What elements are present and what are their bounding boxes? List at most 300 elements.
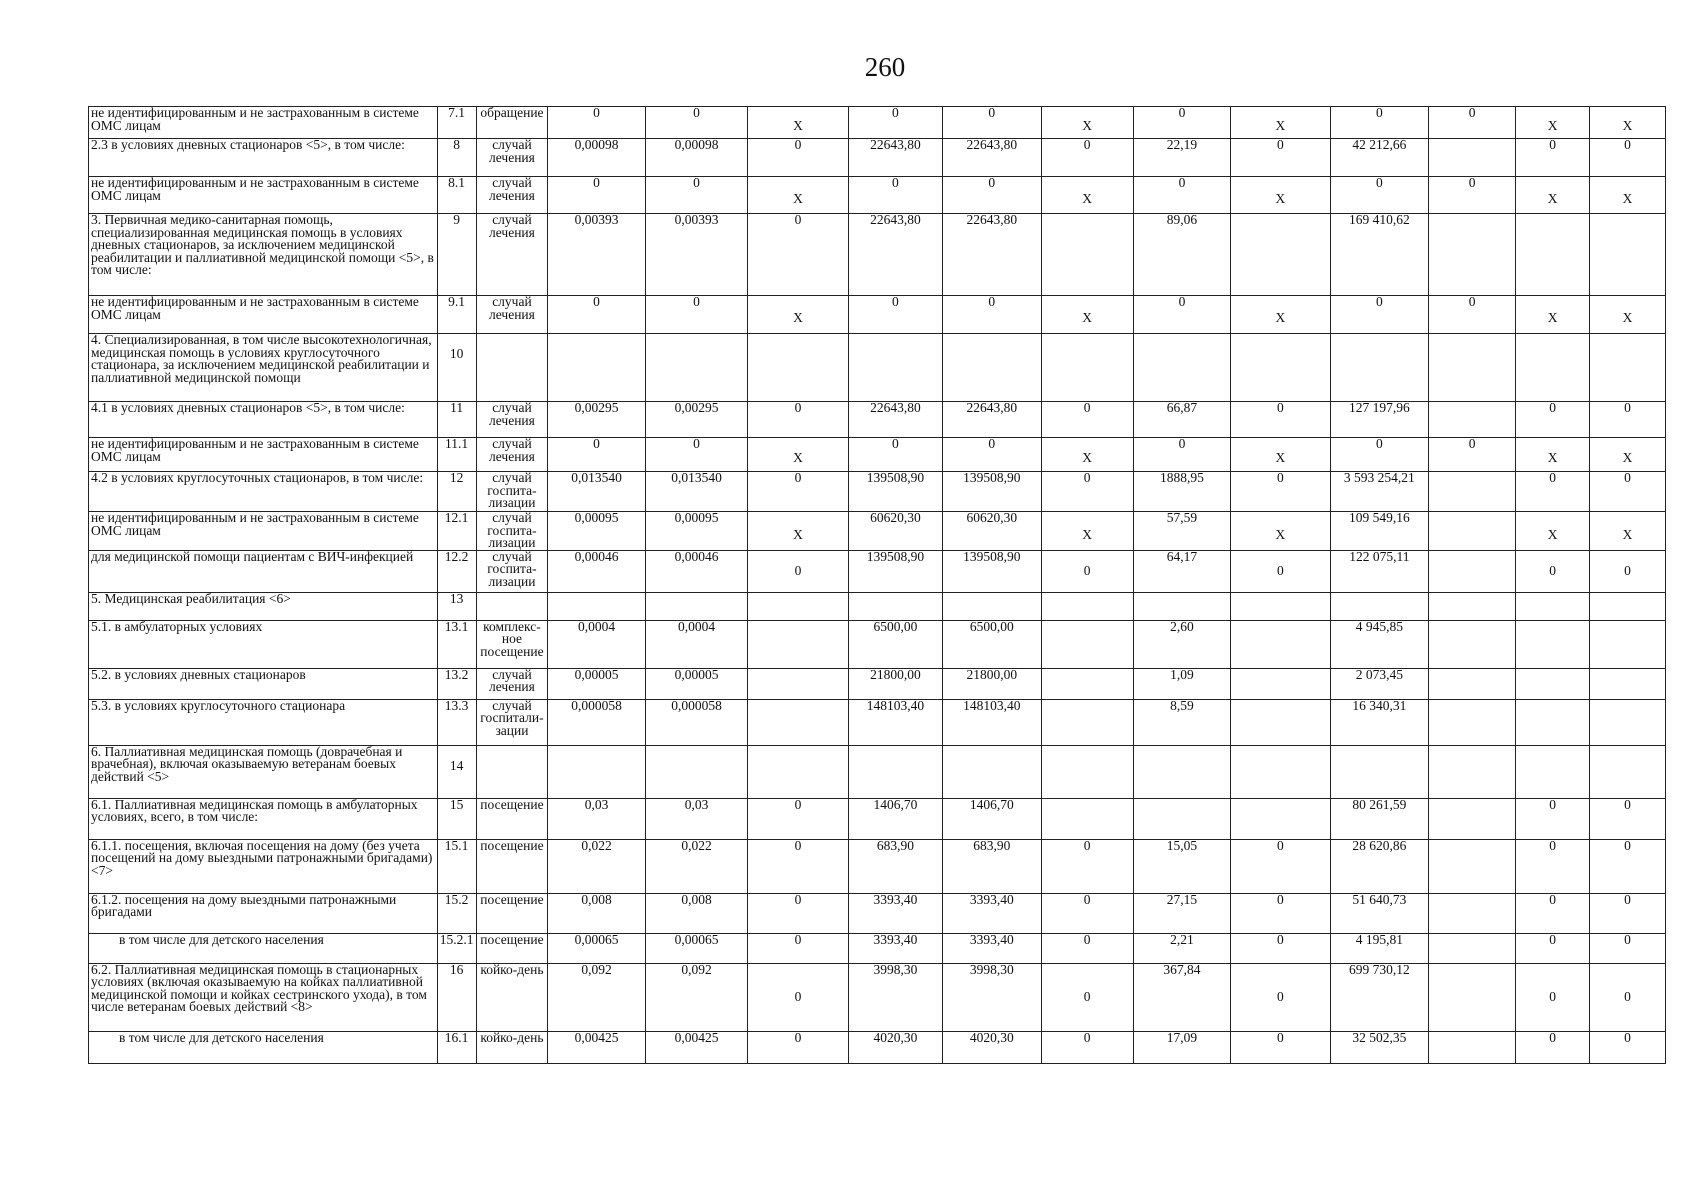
value-cell: 27,15 [1133, 893, 1230, 933]
value-cell: 0 [1516, 139, 1590, 177]
value-cell: X [1231, 177, 1330, 214]
value-cell: 0 [548, 107, 645, 139]
row-unit: случай лечения [476, 402, 548, 438]
table-row [89, 402, 1666, 438]
value-cell: X [1231, 512, 1330, 551]
value-cell [848, 592, 942, 620]
row-unit: случай госпитали-зации [476, 699, 548, 745]
row-unit: обращение [476, 107, 548, 139]
value-cell [1590, 699, 1666, 745]
value-cell: 0 [748, 893, 848, 933]
row-label: в том числе для детского населения [89, 933, 438, 963]
value-cell [748, 745, 848, 798]
value-cell [1429, 893, 1516, 933]
table-row [89, 296, 1666, 334]
value-cell [1330, 745, 1428, 798]
value-cell: 0 [748, 214, 848, 296]
value-cell: 51 640,73 [1330, 893, 1428, 933]
table-row [89, 334, 1666, 402]
value-cell [1330, 334, 1428, 402]
value-cell [548, 592, 645, 620]
value-cell: 0,00095 [645, 512, 748, 551]
value-cell [1231, 334, 1330, 402]
row-unit: койко-день [476, 963, 548, 1031]
value-cell: 0 [1516, 798, 1590, 839]
value-cell: 17,09 [1133, 1031, 1230, 1063]
value-cell: 89,06 [1133, 214, 1230, 296]
value-cell: 0 [1590, 139, 1666, 177]
value-cell [1590, 592, 1666, 620]
value-cell: 148103,40 [943, 699, 1041, 745]
value-cell: 0 [1516, 893, 1590, 933]
value-cell: 0 [1330, 177, 1428, 214]
value-cell: X [748, 296, 848, 334]
value-cell [1590, 334, 1666, 402]
row-unit: случай госпита-лизации [476, 550, 548, 592]
value-cell: 139508,90 [943, 550, 1041, 592]
value-cell: 15,05 [1133, 839, 1230, 893]
value-cell: 0,0004 [645, 620, 748, 668]
value-cell: 0 [748, 963, 848, 1031]
value-cell: 0 [548, 177, 645, 214]
value-cell: 0,00046 [548, 550, 645, 592]
table-row [89, 592, 1666, 620]
value-cell [1429, 839, 1516, 893]
value-cell [1041, 334, 1133, 402]
value-cell: 4 195,81 [1330, 933, 1428, 963]
value-cell: 3393,40 [848, 933, 942, 963]
value-cell: 0 [645, 296, 748, 334]
value-cell: 2,60 [1133, 620, 1230, 668]
table-row [89, 745, 1666, 798]
value-cell: 0 [1590, 798, 1666, 839]
table-row [89, 214, 1666, 296]
table-row [89, 550, 1666, 592]
row-unit [476, 592, 548, 620]
value-cell [1429, 512, 1516, 551]
value-cell: 4020,30 [943, 1031, 1041, 1063]
value-cell [1041, 668, 1133, 699]
value-cell [645, 334, 748, 402]
value-cell: 4020,30 [848, 1031, 942, 1063]
value-cell: 0 [1231, 963, 1330, 1031]
value-cell: 0 [1133, 107, 1230, 139]
row-label: не идентифицированным и не застрахованным в системе ОМС лицам [89, 296, 438, 334]
value-cell [748, 668, 848, 699]
value-cell: 0 [1516, 550, 1590, 592]
value-cell: 32 502,35 [1330, 1031, 1428, 1063]
value-cell [1429, 963, 1516, 1031]
row-unit: комплекс-ное посещение [476, 620, 548, 668]
value-cell [1133, 798, 1230, 839]
value-cell [1429, 798, 1516, 839]
value-cell [1590, 745, 1666, 798]
row-label: 5.3. в условиях круглосуточного стационара [89, 699, 438, 745]
value-cell: 0 [1041, 402, 1133, 438]
row-unit: посещение [476, 933, 548, 963]
value-cell [1041, 699, 1133, 745]
row-unit: койко-день [476, 1031, 548, 1063]
row-label: не идентифицированным и не застрахованным в системе ОМС лицам [89, 107, 438, 139]
row-label: не идентифицированным и не застрахованным в системе ОМС лицам [89, 512, 438, 551]
value-cell: 0 [748, 550, 848, 592]
value-cell [1231, 699, 1330, 745]
value-cell [1429, 592, 1516, 620]
table-row [89, 512, 1666, 551]
value-cell: 8,59 [1133, 699, 1230, 745]
value-cell: 0 [943, 296, 1041, 334]
row-label: в том числе для детского населения [89, 1031, 438, 1063]
value-cell [943, 592, 1041, 620]
value-cell: 0 [943, 438, 1041, 472]
row-label: 6.1. Паллиативная медицинская помощь в амбулаторных условиях, всего, в том числе: [89, 798, 438, 839]
value-cell [1231, 592, 1330, 620]
value-cell: 0 [1231, 139, 1330, 177]
row-code: 11 [437, 402, 476, 438]
row-label: 6. Паллиативная медицинская помощь (доврачебная и врачебная), включая оказываемую ветеранам боевых действий <5> [89, 745, 438, 798]
value-cell: 66,87 [1133, 402, 1230, 438]
value-cell: 0,00425 [548, 1031, 645, 1063]
value-cell [1429, 214, 1516, 296]
value-cell: X [1231, 296, 1330, 334]
value-cell: 64,17 [1133, 550, 1230, 592]
value-cell: 0 [1041, 139, 1133, 177]
row-code: 16 [437, 963, 476, 1031]
value-cell: 0 [1133, 296, 1230, 334]
value-cell: 0 [1041, 839, 1133, 893]
value-cell: 0 [1590, 472, 1666, 512]
value-cell: 3393,40 [848, 893, 942, 933]
value-cell: 22643,80 [943, 214, 1041, 296]
value-cell: 122 075,11 [1330, 550, 1428, 592]
value-cell: X [1231, 438, 1330, 472]
value-cell: 0 [645, 177, 748, 214]
value-cell: 0 [748, 139, 848, 177]
value-cell: 0 [645, 107, 748, 139]
value-cell: 3 593 254,21 [1330, 472, 1428, 512]
value-cell: 169 410,62 [1330, 214, 1428, 296]
value-cell: 683,90 [943, 839, 1041, 893]
table-row [89, 438, 1666, 472]
value-cell [748, 334, 848, 402]
row-unit: случай лечения [476, 139, 548, 177]
value-cell: 683,90 [848, 839, 942, 893]
table-row [89, 177, 1666, 214]
value-cell [1429, 1031, 1516, 1063]
value-cell: 0 [1330, 296, 1428, 334]
value-cell [1133, 592, 1230, 620]
value-cell [1516, 699, 1590, 745]
value-cell [1041, 214, 1133, 296]
value-cell: 699 730,12 [1330, 963, 1428, 1031]
value-cell: 80 261,59 [1330, 798, 1428, 839]
value-cell: 42 212,66 [1330, 139, 1428, 177]
value-cell: X [1516, 107, 1590, 139]
row-label: 4.2 в условиях круглосуточных стационаров, в том числе: [89, 472, 438, 512]
value-cell: 0,000058 [645, 699, 748, 745]
row-code: 8 [437, 139, 476, 177]
table-row [89, 839, 1666, 893]
value-cell: 0 [1231, 472, 1330, 512]
value-cell: X [1516, 438, 1590, 472]
value-cell: 0,00005 [548, 668, 645, 699]
value-cell: 148103,40 [848, 699, 942, 745]
value-cell: 0,013540 [645, 472, 748, 512]
value-cell: 0 [1041, 472, 1133, 512]
value-cell: 0 [943, 177, 1041, 214]
value-cell: 0,00295 [548, 402, 645, 438]
row-code: 15 [437, 798, 476, 839]
value-cell [1516, 214, 1590, 296]
row-code: 15.1 [437, 839, 476, 893]
row-unit: случай лечения [476, 296, 548, 334]
value-cell: 367,84 [1133, 963, 1230, 1031]
value-cell: X [1590, 512, 1666, 551]
value-cell: X [748, 107, 848, 139]
table-row [89, 798, 1666, 839]
value-cell: 0,00393 [645, 214, 748, 296]
value-cell: 21800,00 [943, 668, 1041, 699]
row-label: 5.1. в амбулаторных условиях [89, 620, 438, 668]
value-cell [1429, 334, 1516, 402]
value-cell: 0 [1516, 933, 1590, 963]
value-cell: 0 [748, 933, 848, 963]
table-row [89, 668, 1666, 699]
value-cell: 22643,80 [848, 139, 942, 177]
row-label: 4.1 в условиях дневных стационаров <5>, в том числе: [89, 402, 438, 438]
value-cell: 0 [1041, 550, 1133, 592]
value-cell: 0,00005 [645, 668, 748, 699]
value-cell [1041, 592, 1133, 620]
value-cell: 0 [1516, 839, 1590, 893]
value-cell: X [1041, 177, 1133, 214]
table-row [89, 963, 1666, 1031]
value-cell: 0,00098 [548, 139, 645, 177]
table-body [89, 107, 1666, 1064]
row-unit: посещение [476, 839, 548, 893]
value-cell: 0 [848, 177, 942, 214]
row-unit: случай госпита-лизации [476, 472, 548, 512]
value-cell [748, 699, 848, 745]
row-label: не идентифицированным и не застрахованным в системе ОМС лицам [89, 438, 438, 472]
value-cell: 3998,30 [943, 963, 1041, 1031]
row-code: 13 [437, 592, 476, 620]
row-unit [476, 745, 548, 798]
row-code: 12.2 [437, 550, 476, 592]
value-cell: 0 [1041, 963, 1133, 1031]
value-cell: 0,000058 [548, 699, 645, 745]
value-cell: 0 [1429, 296, 1516, 334]
value-cell: X [1231, 107, 1330, 139]
value-cell [1041, 620, 1133, 668]
value-cell [1231, 668, 1330, 699]
value-cell: 0 [1041, 1031, 1133, 1063]
value-cell [1429, 933, 1516, 963]
value-cell [1429, 745, 1516, 798]
value-cell: 0 [1590, 963, 1666, 1031]
value-cell: 0,008 [548, 893, 645, 933]
value-cell: 22,19 [1133, 139, 1230, 177]
value-cell: 0 [1429, 107, 1516, 139]
table-row [89, 472, 1666, 512]
row-label: для медицинской помощи пациентам с ВИЧ-инфекцией [89, 550, 438, 592]
value-cell [1429, 472, 1516, 512]
value-cell: 0 [1133, 438, 1230, 472]
row-label: не идентифицированным и не застрахованным в системе ОМС лицам [89, 177, 438, 214]
row-label: 2.3 в условиях дневных стационаров <5>, в том числе: [89, 139, 438, 177]
value-cell [1590, 668, 1666, 699]
value-cell [1041, 745, 1133, 798]
value-cell: 0 [748, 402, 848, 438]
value-cell [1516, 334, 1590, 402]
value-cell [848, 334, 942, 402]
value-cell: 0 [1590, 1031, 1666, 1063]
value-cell: 0 [1231, 1031, 1330, 1063]
value-cell: 0 [1133, 177, 1230, 214]
value-cell: 16 340,31 [1330, 699, 1428, 745]
value-cell: 0,00046 [645, 550, 748, 592]
value-cell: X [748, 512, 848, 551]
value-cell: 0,013540 [548, 472, 645, 512]
value-cell: 0 [1231, 402, 1330, 438]
row-code: 11.1 [437, 438, 476, 472]
value-cell: 0 [848, 296, 942, 334]
value-cell: 0,092 [645, 963, 748, 1031]
value-cell: 22643,80 [848, 402, 942, 438]
value-cell: 60620,30 [848, 512, 942, 551]
row-code: 12.1 [437, 512, 476, 551]
table-row [89, 933, 1666, 963]
value-cell: 0 [1231, 893, 1330, 933]
value-cell: 1,09 [1133, 668, 1230, 699]
value-cell: 0 [1041, 893, 1133, 933]
value-cell: X [1590, 296, 1666, 334]
value-cell: 0 [943, 107, 1041, 139]
value-cell [1516, 668, 1590, 699]
value-cell: X [1516, 177, 1590, 214]
value-cell [1516, 620, 1590, 668]
value-cell [943, 334, 1041, 402]
value-cell: 0,022 [645, 839, 748, 893]
value-cell [1429, 550, 1516, 592]
row-code: 13.3 [437, 699, 476, 745]
row-code: 9.1 [437, 296, 476, 334]
row-unit: посещение [476, 798, 548, 839]
value-cell: 0 [1516, 472, 1590, 512]
value-cell: 3393,40 [943, 933, 1041, 963]
value-cell: 0 [1231, 933, 1330, 963]
row-code: 7.1 [437, 107, 476, 139]
value-cell: 0 [1429, 438, 1516, 472]
row-unit [476, 334, 548, 402]
value-cell [548, 334, 645, 402]
value-cell: 0 [1330, 107, 1428, 139]
value-cell: 0,022 [548, 839, 645, 893]
value-cell: 0 [1231, 550, 1330, 592]
value-cell: 0 [1516, 1031, 1590, 1063]
row-unit: посещение [476, 893, 548, 933]
row-label: 5.2. в условиях дневных стационаров [89, 668, 438, 699]
value-cell: X [1590, 107, 1666, 139]
value-cell [748, 592, 848, 620]
row-label: 6.2. Паллиативная медицинская помощь в стационарных условиях (включая оказываемую на койках паллиативной медицинской помощи и койках сестринского ухода), в том числе ветеранам боевых действий <8> [89, 963, 438, 1031]
value-cell: 28 620,86 [1330, 839, 1428, 893]
value-cell [1133, 745, 1230, 798]
value-cell: 0,00295 [645, 402, 748, 438]
value-cell [1231, 745, 1330, 798]
row-label: 6.1.2. посещения на дому выездными патронажными бригадами [89, 893, 438, 933]
value-cell: X [1516, 512, 1590, 551]
value-cell: 0,00425 [645, 1031, 748, 1063]
value-cell: 0,0004 [548, 620, 645, 668]
row-code: 10 [437, 334, 476, 402]
value-cell: 1888,95 [1133, 472, 1230, 512]
value-cell: 0 [1516, 402, 1590, 438]
value-cell: 1406,70 [848, 798, 942, 839]
value-cell: 0,00095 [548, 512, 645, 551]
value-cell: 21800,00 [848, 668, 942, 699]
value-cell: X [1041, 438, 1133, 472]
value-cell: 0 [1429, 177, 1516, 214]
value-cell: 22643,80 [848, 214, 942, 296]
value-cell: X [1516, 296, 1590, 334]
value-cell: 0 [848, 438, 942, 472]
value-cell: 0 [1590, 550, 1666, 592]
value-cell [645, 592, 748, 620]
value-cell: X [1041, 512, 1133, 551]
value-cell [645, 745, 748, 798]
value-cell: 0 [748, 1031, 848, 1063]
value-cell: X [1590, 177, 1666, 214]
value-cell: 0 [1231, 839, 1330, 893]
value-cell: 0 [748, 472, 848, 512]
row-unit: случай лечения [476, 214, 548, 296]
value-cell: 0 [548, 438, 645, 472]
row-unit: случай госпита-лизации [476, 512, 548, 551]
value-cell: 0 [1590, 893, 1666, 933]
value-cell: 22643,80 [943, 402, 1041, 438]
value-cell: 3998,30 [848, 963, 942, 1031]
row-unit: случай лечения [476, 438, 548, 472]
row-label: 5. Медицинская реабилитация <6> [89, 592, 438, 620]
row-code: 13.1 [437, 620, 476, 668]
table-row [89, 699, 1666, 745]
value-cell: 109 549,16 [1330, 512, 1428, 551]
value-cell: 0,00065 [548, 933, 645, 963]
value-cell: X [748, 438, 848, 472]
value-cell: 0,00065 [645, 933, 748, 963]
value-cell: 57,59 [1133, 512, 1230, 551]
value-cell: 0 [848, 107, 942, 139]
value-cell [1133, 334, 1230, 402]
table-row [89, 893, 1666, 933]
value-cell: 139508,90 [848, 550, 942, 592]
row-code: 13.2 [437, 668, 476, 699]
value-cell: X [1041, 296, 1133, 334]
value-cell [1231, 798, 1330, 839]
value-cell [1516, 745, 1590, 798]
value-cell: 0 [1041, 933, 1133, 963]
table-row [89, 107, 1666, 139]
value-cell: 139508,90 [848, 472, 942, 512]
standards-table [88, 106, 1666, 1064]
value-cell [848, 745, 942, 798]
value-cell: 0 [1590, 402, 1666, 438]
value-cell: 0 [748, 798, 848, 839]
value-cell [548, 745, 645, 798]
table-row [89, 620, 1666, 668]
row-code: 9 [437, 214, 476, 296]
